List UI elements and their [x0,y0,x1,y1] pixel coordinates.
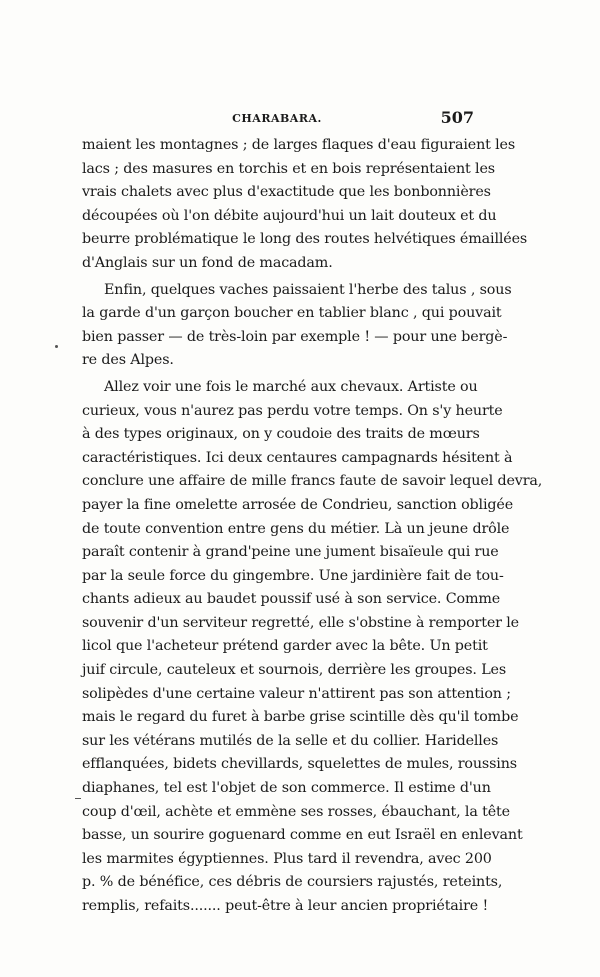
text-line: souvenir d'un serviteur regretté, elle s'obstine à remporter le [82,614,519,631]
text-line: beurre problématique le long des routes helvétiques émaillées [82,231,528,248]
print-speck [55,345,58,348]
text-line: à des types originaux, on y coudoie des traits de mœurs [82,426,480,443]
text-line: p. % de bénéfice, ces débris de coursiers rajustés, reteints, [82,874,503,891]
text-line: d'Anglais sur un fond de macadam. [82,254,333,271]
text-line: bien passer — de très-loin par exemple ! — pour une bergè- [82,328,508,345]
text-line: sur les vétérans mutilés de la selle et du collier. Haridelles [82,732,499,749]
text-line: licol que l'acheteur prétend garder avec la bête. Un petit [82,638,488,655]
text-line: juif circule, cauteleux et sournois, derrière les groupes. Les [82,662,507,679]
text-line: paraît contenir à grand'peine une jument bisaïeule qui rue [82,544,499,561]
text-line: solipèdes d'une certaine valeur n'attirent pas son attention ; [82,685,511,702]
running-title: CHARABARA. [232,112,322,125]
page-number: 507 [440,108,474,127]
running-head [82,108,472,128]
text-line: mais le regard du furet à barbe grise scintille dès qu'il tombe [82,709,519,726]
text-line: remplis, refaits....... peut-être à leur ancien propriétaire ! [82,898,489,914]
text-line: coup d'œil, achète et emmène ses rosses, ébauchant, la tête [82,803,510,820]
paragraph [82,279,512,373]
text-line: de toute convention entre gens du métier. Là un jeune drôle [82,520,510,537]
text-line: la garde d'un garçon boucher en tablier blanc , qui pouvait [82,305,502,322]
text-line: basse, un sourire goguenard comme en eut Israël en enlevant [82,827,523,844]
text-line: payer la fine omelette arrosée de Condrieu, sanction obligée [82,496,514,513]
text-line: efflanquées, bidets chevillards, squelettes de mules, roussins [82,756,517,773]
text-line: chants adieux au baudet poussif usé à son service. Comme [82,591,501,608]
text-line: Allez voir une fois le marché aux chevaux. Artiste ou [104,378,478,395]
text-line: re des Alpes. [82,352,174,369]
body-text [82,134,543,919]
text-line: les marmites égyptiennes. Plus tard il revendra, avec 200 [82,850,492,867]
text-line: diaphanes, tel est l'objet de son commerce. Il estime d'un [82,780,491,797]
text-line: Enfin, quelques vaches paissaient l'herbe des talus , sous [104,281,512,298]
text-line: caractéristiques. Ici deux centaures campagnards hésitent à [82,449,513,466]
text-line: conclure une affaire de mille francs faute de savoir lequel devra, [82,473,543,490]
text-line: lacs ; des masures en torchis et en bois représentaient les [82,160,495,177]
text-line: vrais chalets avec plus d'exactitude que les bonbonnières [82,184,491,201]
paragraph [82,134,528,276]
text-line: maient les montagnes ; de larges flaques d'eau figuraient les [82,137,516,153]
print-speck [75,798,81,799]
text-line: curieux, vous n'aurez pas perdu votre temps. On s'y heurte [82,402,503,419]
text-line: par la seule force du gingembre. Une jardinière fait de tou- [82,567,504,584]
paragraph [82,376,543,919]
text-line: découpées où l'on débite aujourd'hui un lait douteux et du [82,207,497,224]
